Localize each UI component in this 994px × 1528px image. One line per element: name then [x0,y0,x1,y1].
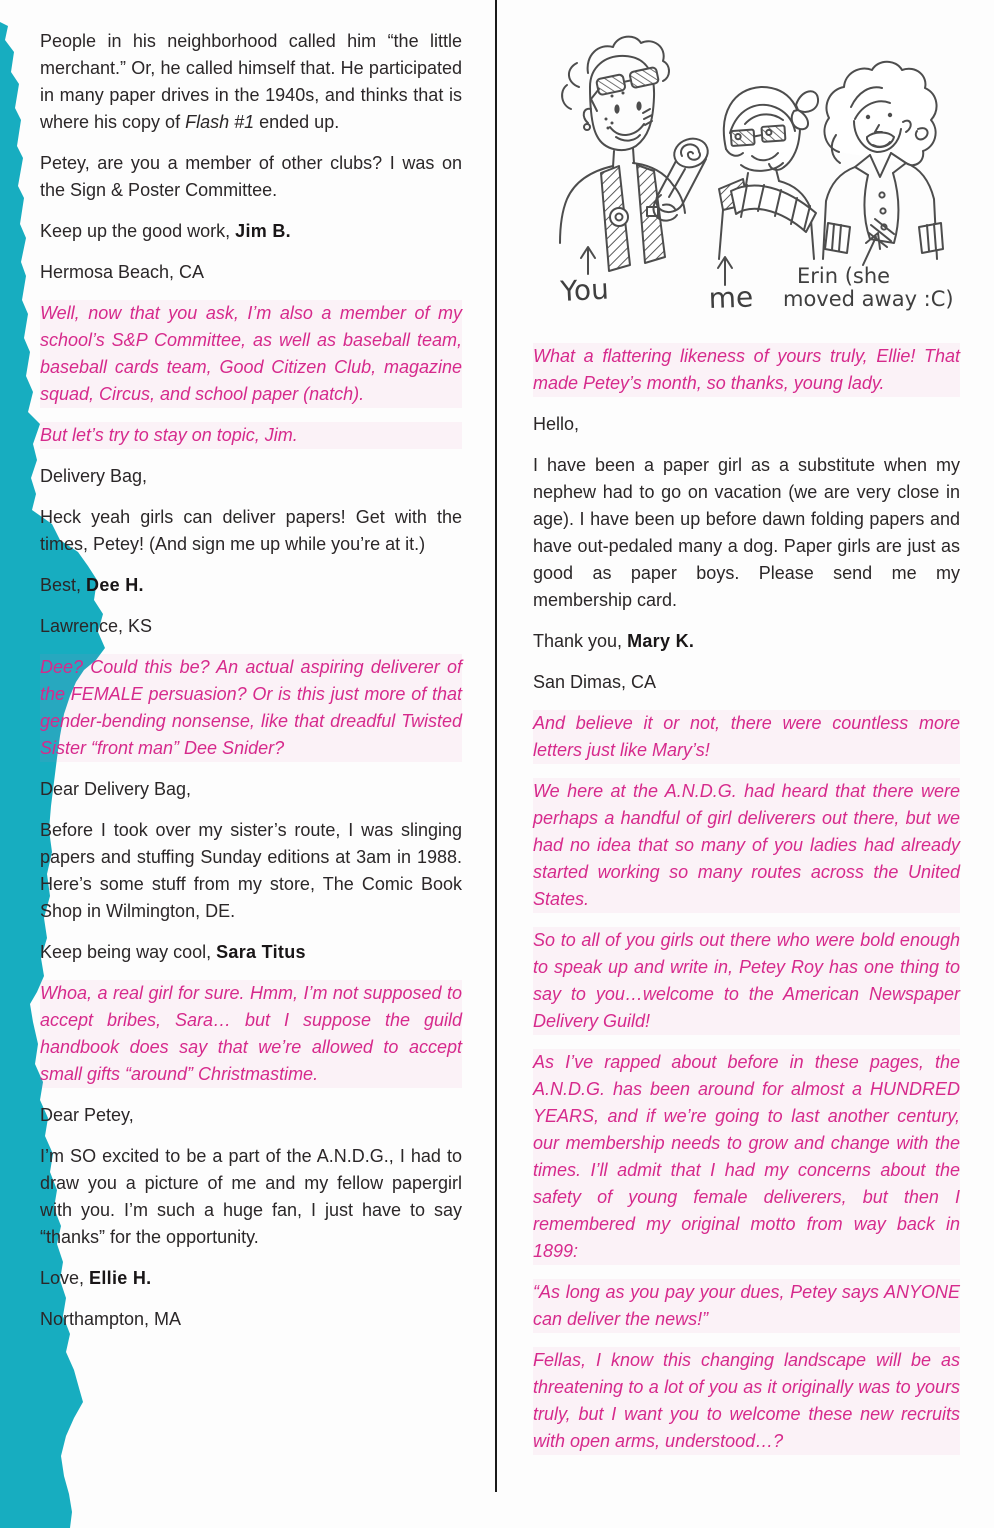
petey-response: As I’ve rapped about before in these pages, the A.N.D.G. has been around for almost a HUNDRED YEARS, and if we’re going to last another century, our membership needs to grow and change with the times. I’ll admit that I had my concerns about the safety of young female deliverers, but then I remembered my original motto from way back in 1899: [533,1049,960,1265]
signoff-prefix: Thank you, [533,631,628,651]
label-erin-line1: Erin (she [797,264,891,288]
letter-signoff [40,1265,462,1292]
letter-salutation: Dear Delivery Bag, [40,779,192,799]
letter-text [40,28,462,136]
signoff-name: Sara Titus [216,942,306,962]
label-erin-line2: moved away :C) [783,287,954,311]
petey-response: But let’s try to stay on topic, Jim. [40,422,462,449]
petey-response: Well, now that you ask, I’m also a member of my school’s S&P Committee, as well as baseball team, baseball cards team, Good Citizen Club, magazine squad, Circus, and school paper (natch). [40,300,462,408]
letter-text: I’m SO excited to be a part of the A.N.D.G., I had to draw you a picture of me and my fellow papergirl with you. I’m such a huge fan, I just have to say “thanks” for the opportunity. [40,1146,462,1247]
comic-title: Flash #1 [185,112,255,132]
signoff-name: Ellie H. [89,1268,152,1288]
petey-response: So to all of you girls out there who were bold enough to speak up and write in, Petey Roy has one thing to say to you…welcome to the American Newspaper Delivery Guild! [533,927,960,1035]
figure-me-sketch [719,87,818,259]
signoff-prefix: Keep up the good work, [40,221,236,241]
letter-signoff [40,572,462,599]
letter-text: Petey, are you a member of other clubs? I was on the Sign & Poster Committee. [40,153,462,200]
signoff-name: Mary K. [627,631,695,651]
petey-response: What a flattering likeness of yours truly, Ellie! That made Petey’s month, so thanks, young lady. [533,343,960,397]
petey-response: And believe it or not, there were countless more letters just like Mary’s! [533,710,960,764]
column-divider [495,0,497,1492]
fan-drawing [533,25,960,327]
letter-signoff [533,628,960,655]
letter-city: Northampton, MA [40,1309,182,1329]
petey-response: “As long as you pay your dues, Petey says ANYONE can deliver the news!” [533,1279,960,1333]
petey-response: Dee? Could this be? An actual aspiring deliverer of the FEMALE persuasion? Or is this just more of that gender-bending nonsense, like that dreadful Twisted Sister “front man” Dee Snider? [40,654,462,762]
letter-salutation: Dear Petey, [40,1105,134,1125]
signoff-prefix: Love, [40,1268,90,1288]
signoff-prefix: Best, [40,575,87,595]
letter-city: San Dimas, CA [533,672,657,692]
figure-you-sketch [560,37,711,271]
petey-response: We here at the A.N.D.G. had heard that there were perhaps a handful of girl deliverers out there, but we had no idea that so many of you ladies had already started working so many routes across the United States. [533,778,960,913]
letter-city: Hermosa Beach, CA [40,262,205,282]
petey-response: Fellas, I know this changing landscape will be as threatening to a lot of you as it originally was to yours truly, but I want you to welcome these new recruits with open arms, understood…? [533,1347,960,1455]
signoff-name: Dee H. [86,575,144,595]
label-me: me [708,280,754,315]
letter-salutation: Delivery Bag, [40,466,148,486]
petey-response: Whoa, a real girl for sure. Hmm, I’m not supposed to accept bribes, Sara… but I suppose the guild handbook does say that we’re allowed to accept small gifts “around” Christmastime. [40,980,462,1088]
label-you: You [559,272,610,308]
figure-erin-sketch [823,62,943,259]
left-column [40,28,462,1347]
sketch-labels [559,264,954,315]
signoff-name: Jim B. [235,221,291,241]
letter-text: Before I took over my sister’s route, I was slinging papers and stuffing Sunday editions at 3am in 1988. Here’s some stuff from my store, The Comic Book Shop in Wilmington, DE. [40,820,462,921]
letter-city: Lawrence, KS [40,616,153,636]
letter-text-run: People in his neighborhood called him “the little merchant.” Or, he called himself that. He participated in many paper drives in the 1940s, and thinks that is where his copy of [40,31,462,132]
letter-signoff [40,939,462,966]
letter-signoff [40,218,462,245]
letter-text-run: ended up. [254,112,340,132]
signoff-prefix: Keep being way cool, [40,942,217,962]
right-column [533,25,960,1469]
letter-text: Heck yeah girls can deliver papers! Get with the times, Petey! (And sign me up while you’re at it.) [40,507,462,554]
letter-salutation: Hello, [533,414,580,434]
letter-text: I have been a paper girl as a substitute when my nephew had to go on vacation (we are very close in age). I have been up before dawn folding papers and have out-pedaled many a dog. Paper girls are just as good as paper boys. Please send me my membership card. [533,455,960,610]
